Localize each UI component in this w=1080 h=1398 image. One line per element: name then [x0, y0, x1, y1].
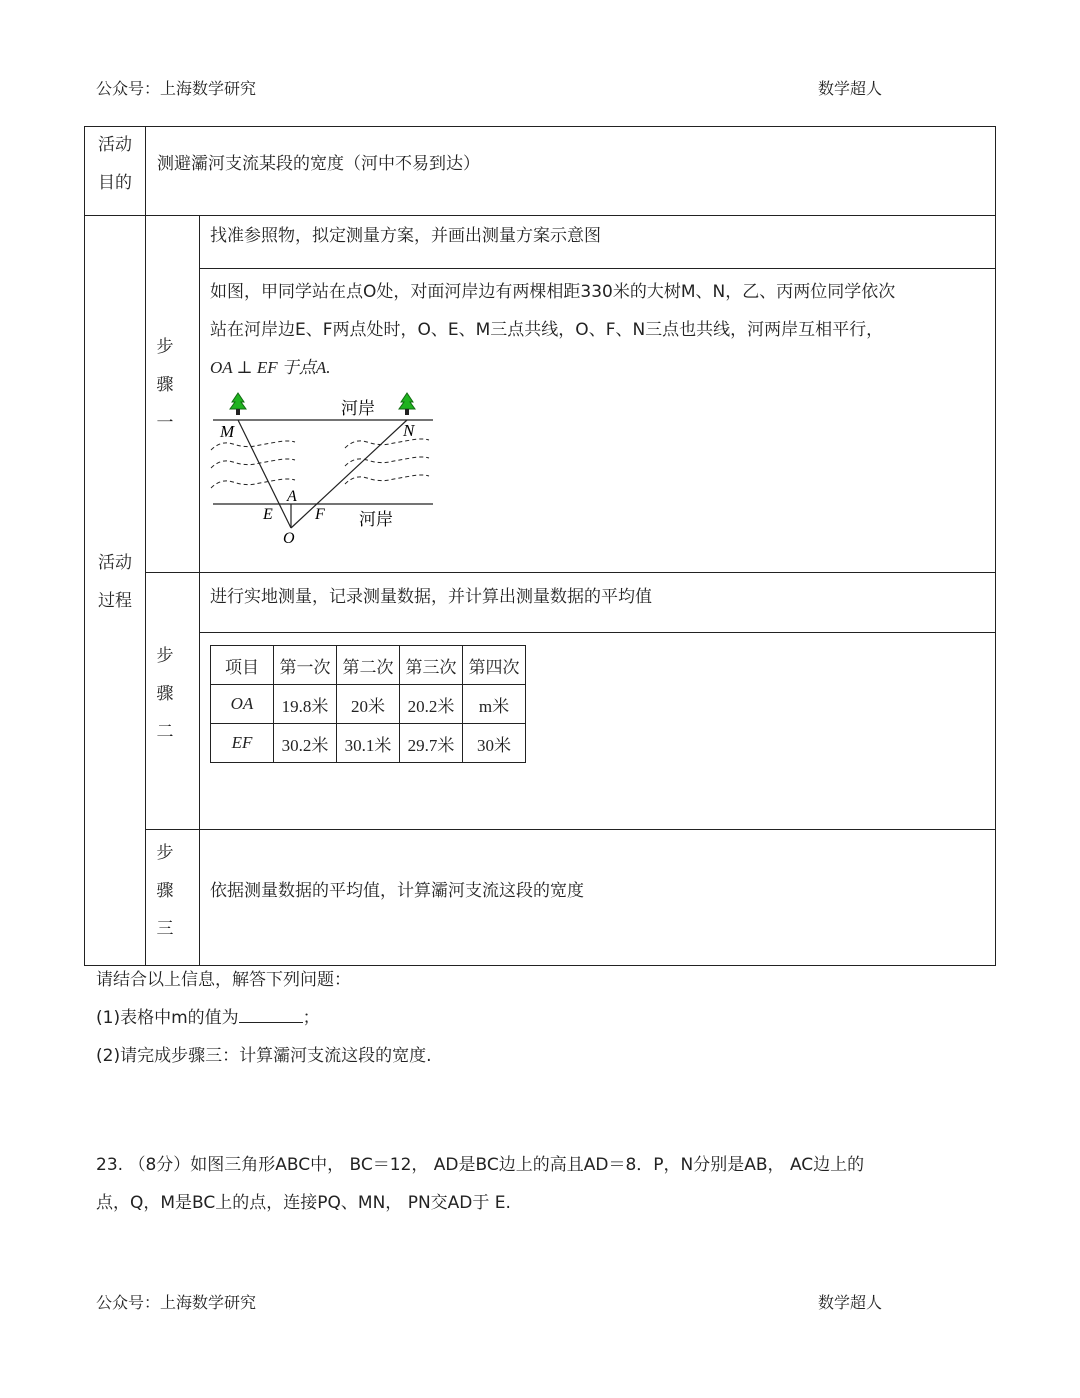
- step2-title: 进行实地测量，记录测量数据，并计算出测量数据的平均值: [210, 587, 652, 607]
- row-label-cell: OA: [211, 685, 274, 724]
- answer-blank: [239, 1006, 303, 1023]
- measurement-table: [210, 645, 526, 763]
- table-cell: 30.1米: [337, 724, 400, 763]
- header-cell: 第四次: [463, 646, 526, 685]
- table-row: [211, 724, 526, 763]
- table-cell: 30米: [463, 724, 526, 763]
- header-right: 数学超人: [818, 79, 883, 98]
- process-label: 活动 过程: [98, 553, 132, 611]
- question-2: (2)请完成步骤三：计算灞河支流这段的宽度.: [96, 1046, 432, 1066]
- header-cell: 第一次: [274, 646, 337, 685]
- table-cell: 29.7米: [400, 724, 463, 763]
- point-f-label: F: [315, 506, 325, 523]
- header-cell: 第三次: [400, 646, 463, 685]
- row-label-cell: EF: [211, 724, 274, 763]
- point-a-label: A: [287, 488, 297, 505]
- step1-label: 步 骤 一: [156, 337, 174, 433]
- bank-bottom-label: 河岸: [359, 510, 393, 530]
- point-o-label: O: [283, 530, 295, 547]
- table-row: [211, 685, 526, 724]
- header-left: 公众号：上海数学研究: [96, 79, 257, 98]
- tree-m-icon: [230, 393, 246, 415]
- step3-text: 依据测量数据的平均值，计算灞河支流这段的宽度: [210, 881, 584, 901]
- step1-title: 找准参照物，拟定测量方案，并画出测量方案示意图: [210, 226, 601, 246]
- problem23-line2: 点，Q，M是BC上的点，连接PQ、MN， PN交AD于 E.: [96, 1193, 511, 1213]
- table-cell: m米: [463, 685, 526, 724]
- question-1: (1)表格中m的值为 ；: [96, 1008, 320, 1028]
- step2-label: 步 骤 二: [156, 646, 174, 742]
- header-cell: 项目: [211, 646, 274, 685]
- table-cell: 20.2米: [400, 685, 463, 724]
- purpose-label: 活动 目的: [98, 135, 132, 193]
- river-diagram: [205, 388, 440, 548]
- questions-intro: 请结合以上信息，解答下列问题：: [96, 970, 351, 990]
- table-cell: 19.8米: [274, 685, 337, 724]
- footer-right: 数学超人: [818, 1293, 883, 1312]
- header-cell: 第二次: [337, 646, 400, 685]
- step1-desc-line1: 如图，甲同学站在点O处，对面河岸边有两棵相距330米的大树M、N，乙、丙两位同学依次: [210, 282, 896, 302]
- water-waves: [211, 439, 429, 488]
- footer-left: 公众号：上海数学研究: [96, 1293, 257, 1312]
- point-m-label: M: [220, 422, 235, 441]
- step1-desc-line3: OA ⊥ EF 于点A.: [210, 358, 331, 377]
- step3-label: 步 骤 三: [156, 843, 174, 939]
- table-cell: 20米: [337, 685, 400, 724]
- problem23-line1: 23. （8分）如图三角形ABC中， BC＝12， AD是BC边上的高且AD＝8．P，N分别是AB， AC边上的: [96, 1155, 865, 1175]
- bank-top-label: 河岸: [341, 399, 375, 419]
- point-n-label: N: [403, 421, 415, 440]
- tree-n-icon: [399, 393, 415, 415]
- point-e-label: E: [263, 506, 273, 523]
- table-cell: 30.2米: [274, 724, 337, 763]
- purpose-text: 测避灞河支流某段的宽度（河中不易到达）: [157, 154, 480, 174]
- step1-desc-line2: 站在河岸边E、F两点处时，O、E、M三点共线，O、F、N三点也共线，河两岸互相平行，: [210, 320, 884, 340]
- table-header-row: [211, 646, 526, 685]
